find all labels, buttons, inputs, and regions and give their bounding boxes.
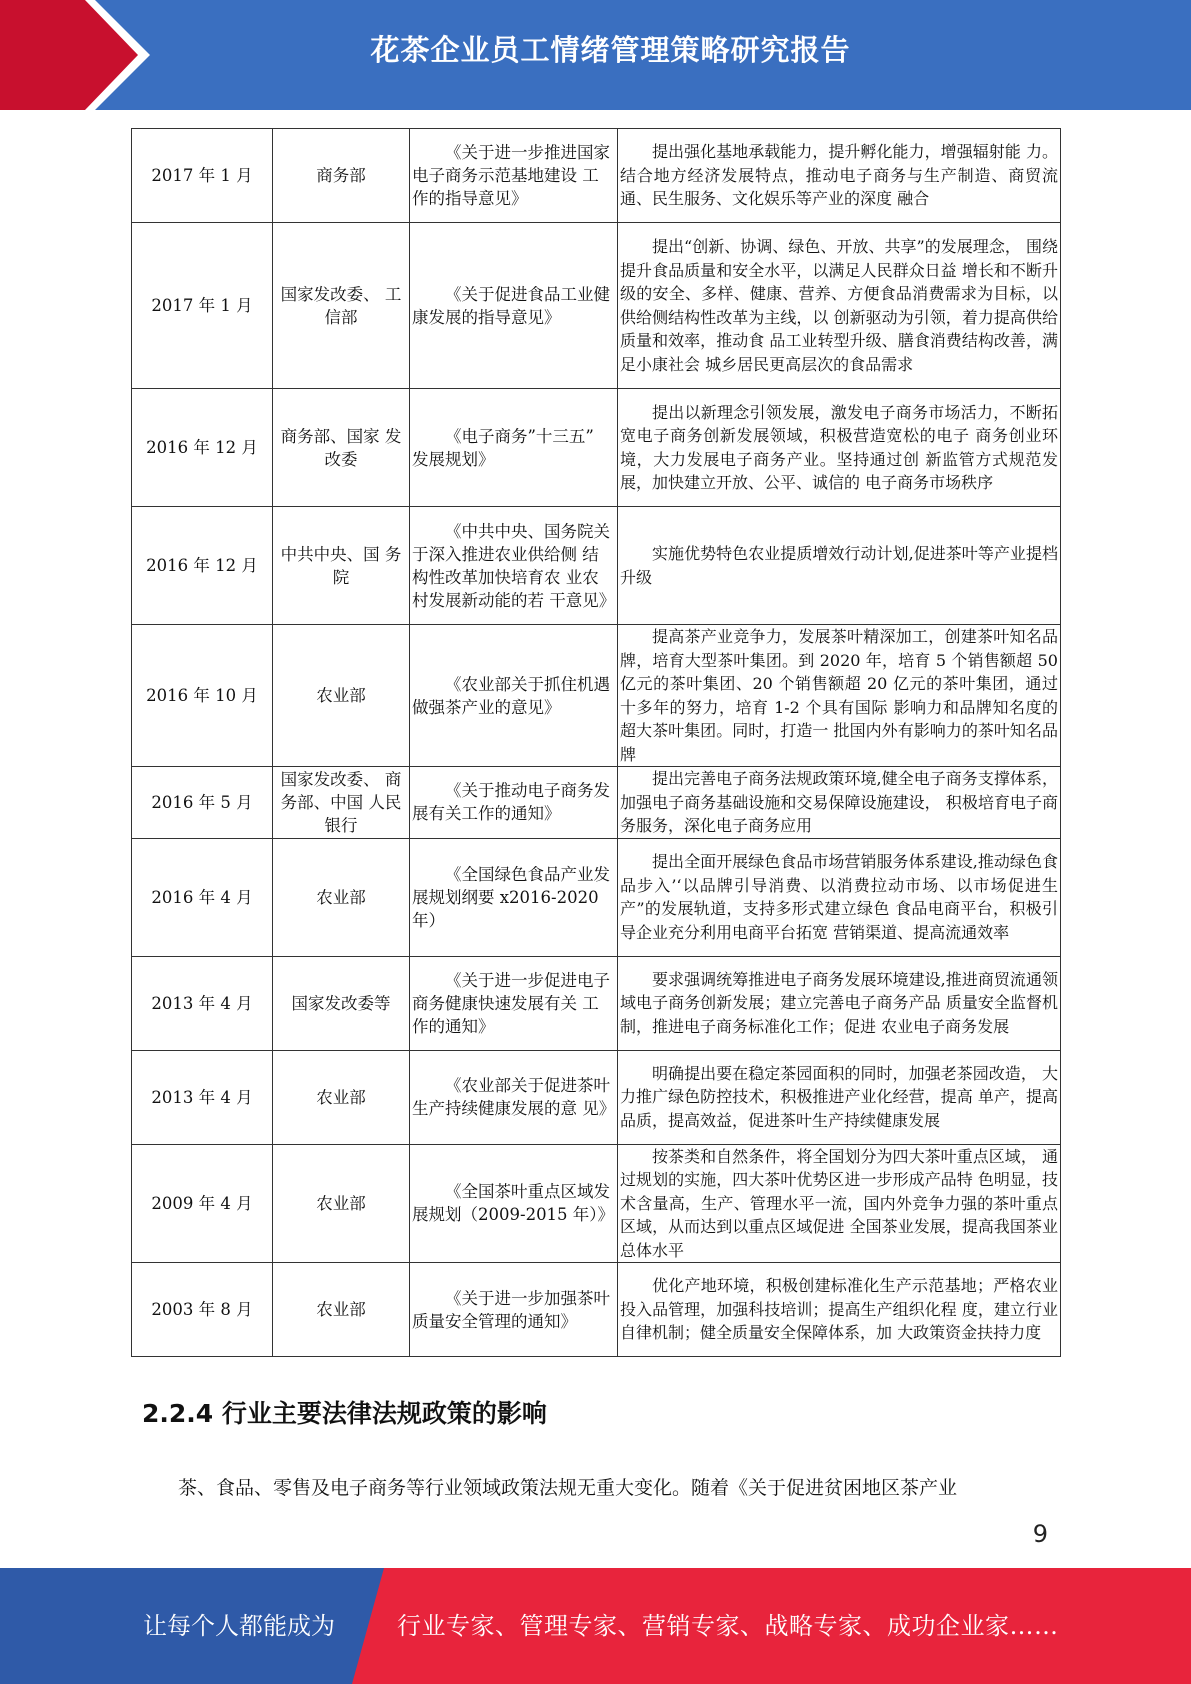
date-cell: 2017 年 1 月: [132, 129, 273, 223]
date-cell: 2013 年 4 月: [132, 1050, 273, 1144]
section-heading: 2.2.4 行业主要法律法规政策的影响: [142, 1399, 547, 1428]
department-cell: 国家发改委、 工信部: [273, 223, 410, 389]
department-cell: 农业部: [273, 1144, 410, 1263]
department-cell: 中共中央、国 务院: [273, 507, 410, 625]
document-cell: 《关于推动电子商务发 展有关工作的通知》: [410, 767, 618, 839]
department-cell: 农业部: [273, 838, 410, 956]
department-cell: 商务部: [273, 129, 410, 223]
footer-slogan-left: 让每个人都能成为: [143, 1612, 335, 1640]
content-cell: 优化产地环境，积极创建标准化生产示范基地；严格农业投入品管理，加强科技培训；提高生产组织化程 度，建立行业自律机制；健全质量安全保障体系，加 大政策资金扶持力度: [618, 1263, 1061, 1357]
content-cell: 提出完善电子商务法规政策环境,健全电子商务支撑体系，加强电子商务基础设施和交易保障设施建设， 积极培育电子商务服务，深化电子商务应用: [618, 767, 1061, 839]
table-row: [132, 956, 1061, 1050]
document-cell: 《关于进一步加强茶叶 质量安全管理的通知》: [410, 1263, 618, 1357]
department-cell: 农业部: [273, 1050, 410, 1144]
document-cell: 《全国绿色食品产业发 展规划纲要 x2016-2020 年）: [410, 838, 618, 956]
document-cell: 《电子商务”十三五” 发展规划》: [410, 389, 618, 507]
table-row: [132, 767, 1061, 839]
date-cell: 2009 年 4 月: [132, 1144, 273, 1263]
date-cell: 2016 年 10 月: [132, 625, 273, 767]
department-cell: 国家发改委等: [273, 956, 410, 1050]
document-cell: 《农业部关于促进茶叶 生产持续健康发展的意 见》: [410, 1050, 618, 1144]
content-cell: 提出以新理念引领发展，激发电子商务市场活力，不断拓宽电子商务创新发展领域，积极营造宽松的电子 商务创业环境，大力发展电子商务产业。坚持通过创 新监管方式规范发展，加快建立开放、公平、诚信的 电子商务市场秩序: [618, 389, 1061, 507]
content-cell: 提高茶产业竞争力，发展茶叶精深加工，创建茶叶知名品牌，培育大型茶叶集团。到 2020 年，培育 5 个销售额超 50 亿元的茶叶集团、20 个销售额超 20 亿元的茶叶集团，通过十多年的努力，培育 1-2 个具有国际 影响力和品牌知名度的超大茶叶集团。同时，打造一 批国内外有影响力的茶叶知名品牌: [618, 625, 1061, 767]
table-row: [132, 389, 1061, 507]
table-row: [132, 223, 1061, 389]
table-row: [132, 129, 1061, 223]
document-cell: 《关于进一步促进电子 商务健康快速发展有关 工作的通知》: [410, 956, 618, 1050]
table-row: [132, 1144, 1061, 1263]
content-cell: 提出“创新、协调、绿色、开放、共享”的发展理念， 围绕提升食品质量和安全水平，以满足人民群众日益 增长和不断升级的安全、多样、健康、营养、方便食品消费需求为目标，以供给侧结构性改革为主线，以 创新驱动为引领，着力提高供给质量和效率，推动食 品工业转型升级、膳食消费结构改善，满足小康社会 城乡居民更高层次的食品需求: [618, 223, 1061, 389]
table-row: [132, 625, 1061, 767]
content-cell: 要求强调统筹推进电子商务发展环境建设,推进商贸流通领域电子商务创新发展；建立完善电子商务产品 质量安全监督机制，推进电子商务标准化工作；促进 农业电子商务发展: [618, 956, 1061, 1050]
policy-table: [131, 128, 1061, 1357]
content-cell: 实施优势特色农业提质增效行动计划,促进茶叶等产业提档升级: [618, 507, 1061, 625]
date-cell: 2016 年 12 月: [132, 389, 273, 507]
date-cell: 2003 年 8 月: [132, 1263, 273, 1357]
document-cell: 《关于促进食品工业健 康发展的指导意见》: [410, 223, 618, 389]
department-cell: 商务部、国家 发改委: [273, 389, 410, 507]
date-cell: 2013 年 4 月: [132, 956, 273, 1050]
table-row: [132, 507, 1061, 625]
report-title: 花茶企业员工情绪管理策略研究报告: [370, 33, 851, 67]
date-cell: 2016 年 5 月: [132, 767, 273, 839]
department-cell: 农业部: [273, 625, 410, 767]
table-row: [132, 838, 1061, 956]
content-cell: 按茶类和自然条件，将全国划分为四大茶叶重点区域， 通过规划的实施，四大茶叶优势区进一步形成产品特 色明显，技术含量高，生产、管理水平一流，国内外竞争力强的茶叶重点区域，从而达到以重点区域促进 全国茶业发展，提高我国茶业总体水平: [618, 1144, 1061, 1263]
content-cell: 提出强化基地承载能力，提升孵化能力，增强辐射能 力。结合地方经济发展特点，推动电子商务与生产制造、商贸流通、民生服务、文化娱乐等产业的深度 融合: [618, 129, 1061, 223]
footer-slogan-right: 行业专家、管理专家、营销专家、战略专家、成功企业家……: [397, 1612, 1059, 1640]
page-header: [0, 0, 1191, 110]
date-cell: 2017 年 1 月: [132, 223, 273, 389]
document-cell: 《关于进一步推进国家 电子商务示范基地建设 工作的指导意见》: [410, 129, 618, 223]
document-cell: 《农业部关于抓住机遇 做强茶产业的意见》: [410, 625, 618, 767]
document-cell: 《全国茶叶重点区域发 展规划（2009-2015 年）》: [410, 1144, 618, 1263]
date-cell: 2016 年 12 月: [132, 507, 273, 625]
date-cell: 2016 年 4 月: [132, 838, 273, 956]
page-footer: [0, 1568, 1191, 1684]
table-row: [132, 1050, 1061, 1144]
content-cell: 提出全面开展绿色食品市场营销服务体系建设,推动绿色食品步入’‘以品牌引导消费、以消费拉动市场、以市场促进生产”的发展轨道，支持多形式建立绿色 食品电商平台，积极引导企业充分利用电商平台拓宽 营销渠道、提高流通效率: [618, 838, 1061, 956]
department-cell: 国家发改委、 商务部、中国 人民银行: [273, 767, 410, 839]
page-number: 9: [1032, 1520, 1048, 1548]
document-cell: 《中共中央、国务院关 于深入推进农业供给侧 结构性改革加快培育农 业农村发展新动能的若 干意见》: [410, 507, 618, 625]
table-row: [132, 1263, 1061, 1357]
content-cell: 明确提出要在稳定茶园面积的同时，加强老茶园改造， 大力推广绿色防控技术，积极推进产业化经营，提高 单产，提高品质，提高效益，促进茶叶生产持续健康发展: [618, 1050, 1061, 1144]
body-paragraph: 茶、食品、零售及电子商务等行业领域政策法规无重大变化。随着《关于促进贫困地区茶产业: [178, 1477, 958, 1499]
department-cell: 农业部: [273, 1263, 410, 1357]
